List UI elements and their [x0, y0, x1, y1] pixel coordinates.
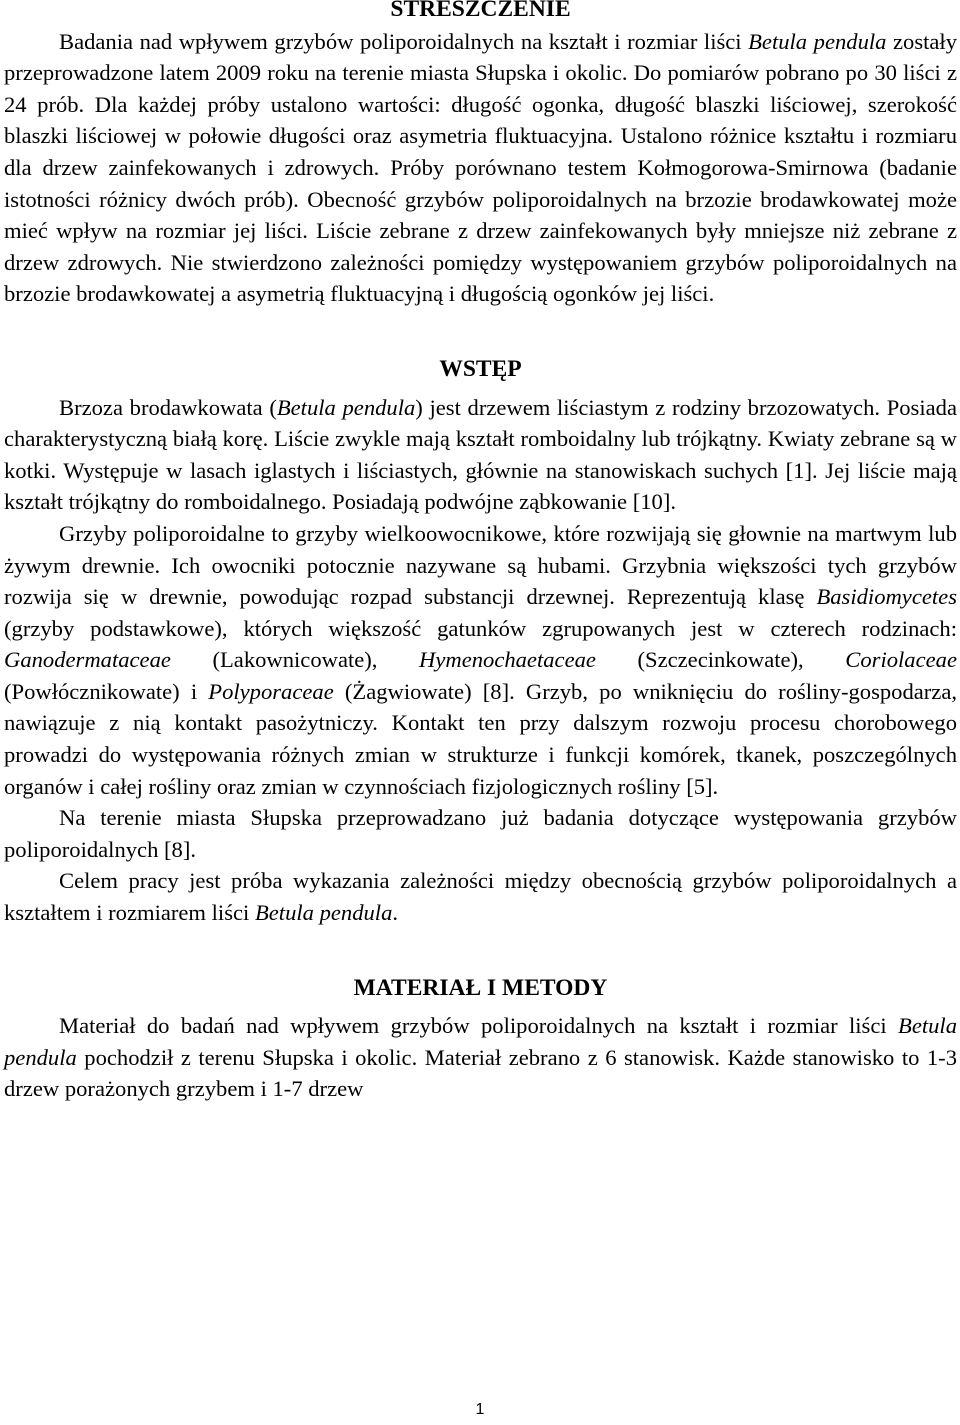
section-spacer — [4, 310, 957, 354]
abstract-paragraph: Badania nad wpływem grzybów poliporoidalnych na kształt i rozmiar liści Betula pendula zostały przeprowadzone latem 2009 roku na terenie miasta Słupska i okolic. Do pomiarów pobrano po 30 liści z 24 prób. Dla każdej próby ustalono wartości: długość ogonka, długość blaszki liściowej, szerokość blaszki liściowej w połowie długości oraz asymetria fluktuacyjna. Ustalono różnice kształtu i rozmiaru dla drzew zainfekowanych i zdrowych. Próby porównano testem Kołmogorowa-Smirnowa (badanie istotności różnicy dwóch prób). Obecność grzybów poliporoidalnych na brzozie brodawkowatej może mieć wpływ na rozmiar jej liści. Liście zebrane z drzew zainfekowanych były mniejsze niż zebrane z drzew zdrowych. Nie stwierdzono zależności pomiędzy występowaniem grzybów poliporoidalnych na brzozie brodawkowatej a asymetrią fluktuacyjną i długością ogonków jej liści. — [4, 28, 957, 307]
intro-paragraph-1: Brzoza brodawkowata (Betula pendula) jest drzewem liściastym z rodziny brzozowatych. Posiada charakterystyczną białą korę. Liście zwykle mają kształt romboidalny lub trójkątny. Kwiaty zebrane są w kotki. Występuje w lasach iglastych i liściastych, głównie na stanowiskach suchych [1]. Jej liście mają kształt trójkątny do romboidalnego. Posiadają podwójne ząbkowanie [10]. — [4, 394, 957, 515]
italic-term: Coriolaceae — [845, 647, 957, 673]
italic-term: Hymenochaetaceae — [419, 647, 596, 673]
intro-heading: WSTĘP — [439, 355, 522, 382]
methods-heading: MATERIAŁ I METODY — [353, 974, 608, 1001]
intro-paragraph-4: Celem pracy jest próba wykazania zależności między obecnością grzybów poliporoidalnych a kształtem i rozmiarem liści Betula pendula. — [4, 868, 957, 926]
italic-term: Ganodermataceae — [4, 647, 171, 673]
page-number: 1 — [475, 1401, 485, 1418]
italic-term: Polyporaceae — [208, 678, 334, 704]
abstract-heading: STRESZCZENIE — [390, 0, 571, 22]
intro-paragraph-3: Na terenie miasta Słupska przeprowadzano już badania dotyczące występowania grzybów poliporoidalnych [8]. — [4, 805, 957, 862]
document-page — [4, 0, 957, 1105]
italic-term: Betula pendula — [4, 1013, 957, 1070]
methods-paragraph: Materiał do badań nad wpływem grzybów poliporoidalnych na kształt i rozmiar liści Betula pendula pochodził z terenu Słupska i okolic. Materiał zebrano z 6 stanowisk. Każde stanowisko to 1-3 drzew porażonych grzybem i 1-7 drzew — [4, 1013, 957, 1102]
italic-term: Basidiomycetes — [816, 584, 957, 610]
intro-paragraph-2: Grzyby poliporoidalne to grzyby wielkoowocnikowe, które rozwijają się głownie na martwym lub żywym drewnie. Ich owocniki potocznie nazywane są hubami. Grzybnia większości tych grzybów rozwija się w drewnie, powodując rozpad substancji drzewnej. Reprezentują klasę Basidiomycetes (grzyby podstawkowe), których większość gatunków zgrupowanych jest w czterech rodzinach: Ganodermataceae (Lakownicowate), Hymenochaetaceae (Szczecinkowate), Coriolaceae (Powłócznikowate) i Polyporaceae (Żagwiowate) [8]. Grzyb, po wniknięciu do rośliny-gospodarza, nawiązuje z nią kontakt pasożytniczy. Kontakt ten przy dalszym rozwoju procesu chorobowego prowadzi do występowania różnych zmian w strukturze i funkcji komórek, tkanek, poszczególnych organów i całej rośliny oraz zmian w czynnościach fizjologicznych rośliny [5]. — [4, 520, 958, 799]
italic-term: Betula pendula — [254, 900, 393, 926]
italic-term: Betula pendula — [276, 394, 416, 420]
section-spacer — [4, 929, 957, 973]
italic-term: Betula pendula — [748, 28, 887, 54]
